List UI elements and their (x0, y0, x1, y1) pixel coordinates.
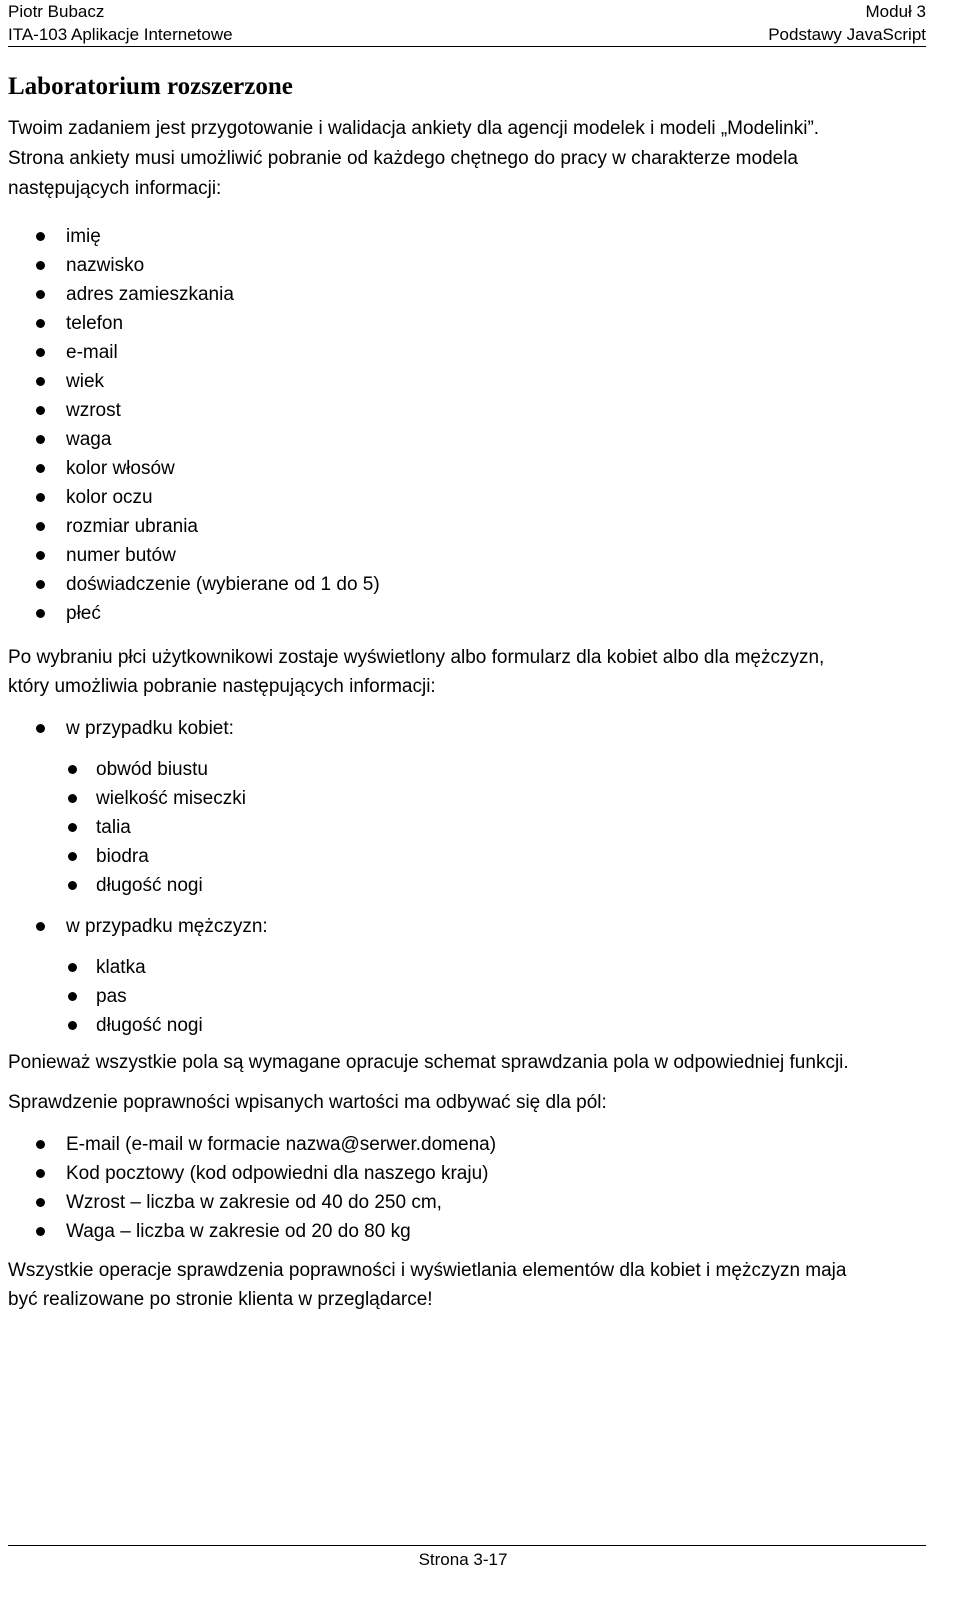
bullet-icon (36, 1169, 45, 1178)
bullet-icon (68, 1021, 77, 1030)
field-label: biodra (96, 846, 149, 867)
field-label: płeć (66, 603, 101, 624)
bullet-icon (36, 377, 45, 386)
bullet-icon (36, 493, 45, 502)
list-item (8, 871, 930, 900)
bullet-icon (36, 580, 45, 589)
intro-line: Twoim zadaniem jest przygotowanie i walidacja ankiety dla agencji modelek i modeli „Modelinki”. (8, 118, 820, 139)
list-item (8, 570, 930, 599)
intro-paragraph (8, 114, 930, 204)
field-label: e-mail (66, 342, 118, 363)
field-label: adres zamieszkania (66, 284, 234, 305)
bullet-icon (36, 922, 45, 931)
intro-line: Strona ankiety musi umożliwić pobranie od każdego chętnego do pracy w charakterze modela (8, 148, 798, 169)
header-topic: Podstawy JavaScript (768, 25, 926, 44)
list-item-women (8, 714, 930, 743)
group-label: w przypadku kobiet: (66, 718, 234, 739)
bullet-icon (36, 348, 45, 357)
bullet-icon (68, 765, 77, 774)
page-title: Laboratorium rozszerzone (8, 73, 293, 100)
bullet-icon (68, 852, 77, 861)
women-fields-list (8, 755, 930, 900)
intro-line: następujących informacji: (8, 178, 222, 199)
document-body (8, 70, 930, 1314)
page-number: Strona 3-17 (418, 1550, 508, 1569)
bullet-icon (36, 1198, 45, 1207)
field-label: rozmiar ubrania (66, 516, 198, 537)
list-item (8, 1011, 930, 1040)
list-item (8, 1159, 930, 1188)
header-divider (8, 46, 926, 47)
gender-forms-list (8, 714, 930, 743)
list-item (8, 541, 930, 570)
field-label: telefon (66, 313, 124, 334)
gender-forms-list-men (8, 912, 930, 941)
check-label: Wzrost – liczba w zakresie od 40 do 250 cm, (66, 1192, 442, 1213)
list-item (8, 367, 930, 396)
field-label: wielkość miseczki (96, 788, 246, 809)
bullet-icon (36, 290, 45, 299)
footer-divider (8, 1545, 926, 1546)
list-item (8, 953, 930, 982)
field-label: wiek (66, 371, 105, 392)
check-paragraph: Sprawdzenie poprawności wpisanych wartości ma odbywać się dla pól: (8, 1092, 607, 1113)
paragraph-line: Wszystkie operacje sprawdzenia poprawności i wyświetlania elementów dla kobiet i mężczyzn maja (8, 1260, 847, 1281)
field-label: długość nogi (96, 875, 203, 896)
bullet-icon (36, 522, 45, 531)
list-item (8, 755, 930, 784)
bullet-icon (36, 435, 45, 444)
bullet-icon (36, 406, 45, 415)
checks-list (8, 1130, 930, 1246)
bullet-icon (36, 724, 45, 733)
field-label: obwód biustu (96, 759, 208, 780)
field-label: pas (96, 986, 127, 1007)
list-item (8, 425, 930, 454)
group-label: w przypadku mężczyzn: (66, 916, 268, 937)
header-module: Moduł 3 (865, 2, 926, 21)
check-label: Kod pocztowy (kod odpowiedni dla naszego kraju) (66, 1163, 489, 1184)
list-item (8, 842, 930, 871)
field-label: doświadczenie (wybierane od 1 do 5) (66, 574, 380, 595)
gender-paragraph (8, 643, 930, 701)
bullet-icon (36, 319, 45, 328)
bullet-icon (36, 232, 45, 241)
bullet-icon (36, 464, 45, 473)
header-left (8, 0, 233, 46)
list-item (8, 454, 930, 483)
list-item (8, 1217, 930, 1246)
list-item (8, 338, 930, 367)
field-label: kolor włosów (66, 458, 175, 479)
bullet-icon (36, 1140, 45, 1149)
header-right (768, 0, 926, 46)
list-item (8, 222, 930, 251)
field-label: wzrost (66, 400, 121, 421)
list-item (8, 396, 930, 425)
list-item (8, 1188, 930, 1217)
field-label: talia (96, 817, 131, 838)
field-label: długość nogi (96, 1015, 203, 1036)
fields-list (8, 222, 930, 628)
list-item (8, 309, 930, 338)
list-item (8, 1130, 930, 1159)
list-item (8, 483, 930, 512)
list-item (8, 599, 930, 628)
check-label: E-mail (e-mail w formacie nazwa@serwer.domena) (66, 1134, 497, 1155)
bullet-icon (36, 261, 45, 270)
field-label: numer butów (66, 545, 176, 566)
bullet-icon (68, 823, 77, 832)
field-label: nazwisko (66, 255, 145, 276)
list-item (8, 512, 930, 541)
bullet-icon (68, 963, 77, 972)
bullet-icon (36, 551, 45, 560)
field-label: imię (66, 226, 101, 247)
final-paragraph (8, 1256, 930, 1314)
list-item (8, 251, 930, 280)
paragraph-line: być realizowane po stronie klienta w przeglądarce! (8, 1289, 433, 1310)
field-label: klatka (96, 957, 146, 978)
list-item-men (8, 912, 930, 941)
header-course: ITA-103 Aplikacje Internetowe (8, 25, 233, 44)
list-item (8, 982, 930, 1011)
check-label: Waga – liczba w zakresie od 20 do 80 kg (66, 1221, 411, 1242)
field-label: kolor oczu (66, 487, 153, 508)
men-fields-list (8, 953, 930, 1040)
paragraph-line: Po wybraniu płci użytkownikowi zostaje wyświetlony albo formularz dla kobiet albo dla mężczyzn, (8, 647, 825, 668)
field-label: waga (66, 429, 112, 450)
list-item (8, 280, 930, 309)
bullet-icon (68, 881, 77, 890)
bullet-icon (68, 794, 77, 803)
bullet-icon (36, 1227, 45, 1236)
bullet-icon (36, 609, 45, 618)
bullet-icon (68, 992, 77, 1001)
header-author: Piotr Bubacz (8, 2, 105, 21)
list-item (8, 784, 930, 813)
list-item (8, 813, 930, 842)
required-paragraph: Ponieważ wszystkie pola są wymagane opracuje schemat sprawdzania pola w odpowiedniej funkcji. (8, 1052, 849, 1073)
paragraph-line: który umożliwia pobranie następujących informacji: (8, 676, 436, 697)
